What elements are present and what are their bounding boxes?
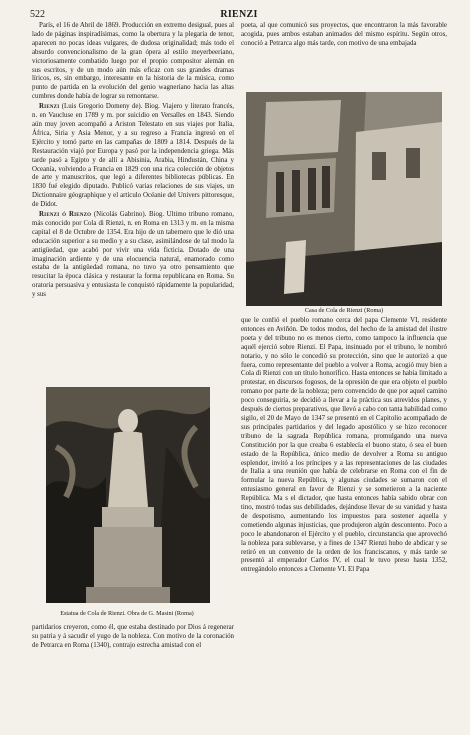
left-column: [32, 22, 234, 387]
right-column-top: [241, 22, 447, 72]
entry-headword: Rienzi: [39, 103, 60, 111]
page-number: 522: [30, 9, 45, 20]
paragraph-cola: [32, 211, 234, 300]
statue-photo-caption: Estatua de Cola de Rienzi. Obra de G. Masini (Roma): [60, 610, 194, 617]
house-photo-caption: Casa de Cola de Rienzi (Roma): [304, 307, 384, 314]
entry-headword: Rienzi ó Rienzo: [39, 211, 92, 219]
paragraph-clemente: que le confió el pueblo romano cerca del papa Clemente VI, residente entonces en Aviñón. De todos modos, del hecho de la amistad del ilustre poeta y del tribuno no es menos cierto, como tampoco la influencia que aquél ejerció sobre Rienzi. El Papa, insinuado por el tribuno, le nombró notario, y no sólo le concedió su protección, sino que le autorizó a que fuera, como representante del pueblo a volver a Roma, acogió muy bien a Cola di Rienzi con un título honorífico. Hasta entonces se había limitado a protestar, en discursos fogosos, de la opresión de que era objeto el pueblo romano por parte de la nobleza; pero convencido de que por aquel camino poco conseguiría, se decidió a llevar a la práctica sus atrevidos planes, y después de ciertos preparativos, que llevó a cabo con tanta habilidad como sigilo, el 20 de Mayo de 1347 se presentó en el Capitolio acompañado de sus principales partidarios y del legado apostólico y se hizo reconocer tribuno de la sagrada República romana, promulgando una nueva Constitución por la que creaba 6 establecía el buono stato, ó sea el buen estado de la República, único medio de devolver a Roma su antiguo esplendor, invitó a los príncipes y a las representaciones de las ciudades de Italia a una reunión que había de celebrarse en Roma con el fin de formular la nueva República, y algunas ciudades se sumaron con el entusiasmo general en favor de Rienzi y se sometieron a la naciente República. Ma s el dictador, que hasta entonces había sabido obrar con tino, mostró todas sus debilidades, dejándose llevar de su vanidad y hasta de despotismo, aumentando los impuestos para sostener aquella y cometiendo algunas injusticias, que produjeron algún descontento. Poco a poco le abandonaron el Ejército y el pueblo, circunstancia que aprovechó la nobleza para sublevarse, y a fines de 1347 Rienzi hubo de abdicar y se retiró en un convento de la orden de los franciscanos, y más tarde se presentó al emperador Carlos IV, el cual le tuvo preso hasta 1352, entregándolo entonces a Clemente VI. El Papa: [241, 317, 447, 574]
entry-body: (Luis Gregorio Domeny de). Biog. Viajero y literato francés, n. en Vaucluse en 1789 y m. por suicidio en Versalles en 1843. Siendo aún muy joven acompañó a Ariston Telestato en sus viajes por Italia, África, Siria y Asia Menor, y a su regreso a Francia ingresó en el Ejército y tomó parte en las campañas de 1809 a 1814. Después de la Restauración viajó por Europa y pasó por la independencia griega. Más tarde pasó a Egipto y de allí a Abisinia, Arabia, Hindustán, China y Oceanía, volviendo a Francia en 1829 con una rica colección de objetos de arte y manuscritos, que legó a diferentes bibliotecas públicas. En 1830 fué elegido diputado. Publicó varias relaciones de sus viajes, un Dictionnaire géographique y el artículo Océanie del Univers pittoresque, de Didot.: [32, 103, 234, 209]
paragraph-partidarios: partidarios creyeron, como él, que estaba destinado por Dios á regenerar su patria y á sacudir el yugo de la nobleza. Con motivo de la coronación de Petrarca en Roma (1340), contrajo estrecha amistad con el: [32, 624, 234, 649]
house-photo-illustration: [246, 92, 442, 306]
paragraph-domeny: [32, 103, 234, 210]
paragraph-opera: París, el 16 de Abril de 1869. Producción en extremo desigual, pues al lado de páginas inspiradísimas, como la obertura y la plegaria de tenor, aparecen no pocas ideas vulgares, de dudosa originalidad; más todo el absurdo convencionalismo de la gran ópera al estilo meyerbeeriano, victoriosamente combatido luego por el propio compositor alemán en sus escritos, y de un modo aún más eficaz con sus grandes dramas líricos, es, sin embargo, interesante en la historia de la música, como punto de partida en la evolución del genio wagneriano hacia las altas cumbres donde había de lograr su remontarse.: [32, 22, 234, 101]
house-photo: [246, 92, 442, 306]
running-head: RIENZI: [220, 9, 258, 20]
left-column-bottom: [32, 624, 234, 722]
paragraph-petrarca: poeta, al que comunicó sus proyectos, que encontraron la más favorable acogida, pues ambos estaban animados del mismo espíritu. Según otros, conoció a Petrarca algo más tarde, con motivo de una embajada: [241, 22, 447, 47]
entry-body: (Nicolás Gabrino). Biog. Ultimo tribuno romano, más conocido por Cola di Rienzi, n. en Roma en 1313 y m. en la misma capital el 8 de Octubre de 1354. Era hijo de un tabernero que le dió una educación superior a su medio y a su clase, asimilándose de tal modo la antigüedad, que acabó por vivir una vida ficticia. Dotado de una imaginación ardiente y de una elocuencia natural, enamorado como estaba de la antigüedad romana, no tuvo ya otro pensamiento que resucitar la época clásica y restaurar la forma republicana en Roma. Su oratoria persuasiva y entusiasta le conquistó rápidamente la popularidad, y sus: [32, 211, 234, 299]
statue-photo: [46, 387, 210, 603]
right-column-mid: [241, 317, 447, 719]
page-header: [30, 8, 448, 22]
statue-photo-illustration: [46, 387, 210, 603]
